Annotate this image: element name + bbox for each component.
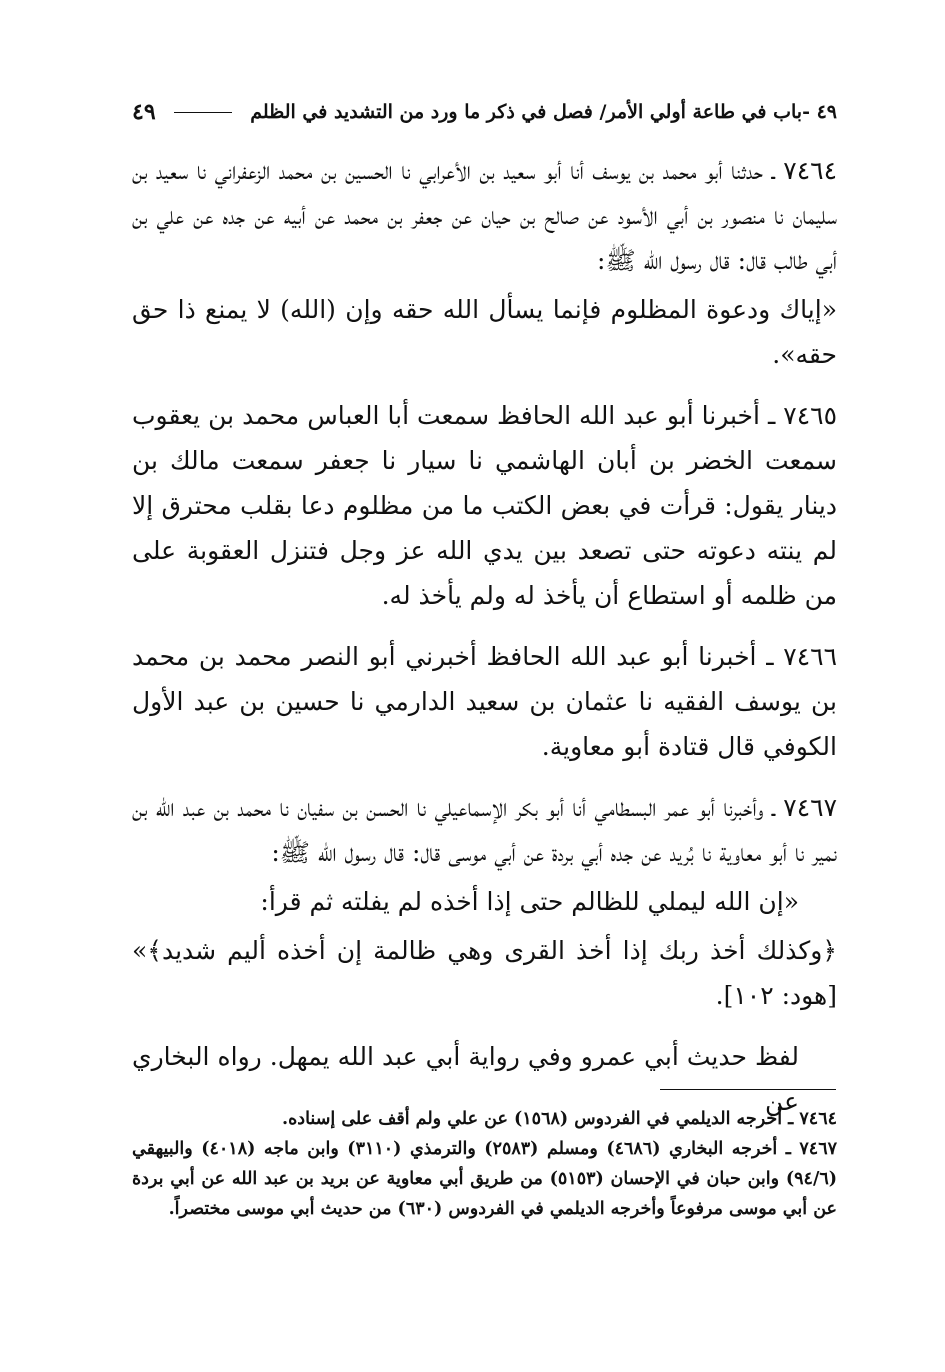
page-header (132, 92, 837, 132)
hadith-7467-quote-1: «إن الله ليملي للظالم حتى إذا أخذه لم يفلته ثم قرأ: (260, 887, 799, 916)
footnotes (132, 1104, 837, 1224)
main-text (132, 148, 837, 1140)
hadith-7465: ٧٤٦٥ ـ أخبرنا أبو عبد الله الحافظ سمعت أبا العباس محمد بن يعقوب سمعت الخضر بن أبان الهاشمي نا سيار نا جعفر سمعت مالك بن دينار يقول: قرأت في بعض الكتب ما من مظلوم دعا بقلب محترق إلا لم ينته دعوته حتى تصعد بين يدي الله عز وجل فتنزل العقوبة على من ظلمه أو استطاع أن يأخذ له ولم يأخذ له. (132, 401, 837, 610)
hadith-7467-quote-2: ﴿وكذلك أخذ ربك إذا أخذ القرى وهي ظالمة إن أخذه أليم شديد﴾» [هود: ١٠٢]. (132, 936, 837, 1010)
hadith-7464: ٧٤٦٤ ـ حدثنا أبو محمد بن يوسف أنا أبو سعيد بن الأعرابي نا الحسين بن محمد الزعفراني نا سعيد بن سليمان نا منصور بن أبي الأسود عن صالح بن حيان عن جعفر بن محمد عن أبيه عن جده عن علي بن أبي طالب قال: قال رسول الله ﷺ: (132, 156, 837, 275)
header-rule (174, 112, 233, 113)
page-number: ٤٩ (132, 99, 156, 125)
footnote-7467: ٧٤٦٧ ـ أخرجه البخاري (٤٦٨٦) ومسلم (٢٥٨٣) والترمذي (٣١١٠) وابن ماجه (٤٠١٨) والبيهقي (٩٤/٦) وابن حبان في الإحسان (٥١٥٣) من طريق أبي معاوية عن بريد بن عبد الله عن أبي بردة عن أبي موسى مرفوعاً وأخرجه الديلمي في الفردوس (٦٣٠) من حديث أبي موسى مختصراً. (132, 1139, 838, 1219)
footnote-separator (660, 1089, 836, 1090)
footnote-7464: ٧٤٦٤ ـ أخرجه الديلمي في الفردوس (١٥٦٨) عن علي ولم أقف على إسناده. (282, 1109, 837, 1129)
hadith-7464-quote: «إياك ودعوة المظلوم فإنما يسأل الله حقه وإن (الله) لا يمنع ذا حق حقه». (132, 295, 837, 369)
hadith-7466: ٧٤٦٦ ـ أخبرنا أبو عبد الله الحافظ أخبرني أبو النصر محمد بن محمد بن يوسف الفقيه نا عثمان بن سعيد الدارمي نا حسين بن عبد الأول الكوفي قال قتادة أبو معاوية. (132, 642, 837, 761)
running-title: ٤٩ -باب في طاعة أولي الأمر/ فصل في ذكر ما ورد من التشديد في الظلم (250, 101, 837, 123)
hadith-7467: ٧٤٦٧ ـ وأخبرنا أبو عمر البسطامي أنا أبو بكر الإسماعيلي نا الحسن بن سفيان نا محمد بن عبد الله بن نمير نا أبو معاوية نا بُريد عن جده أبي بردة عن أبي موسى قال: قال رسول الله ﷺ: (132, 793, 837, 867)
commentary-paragraph: لفظ حديث أبي عمرو وفي رواية أبي عبد الله يمهل. رواه البخاري عن (132, 1042, 799, 1116)
